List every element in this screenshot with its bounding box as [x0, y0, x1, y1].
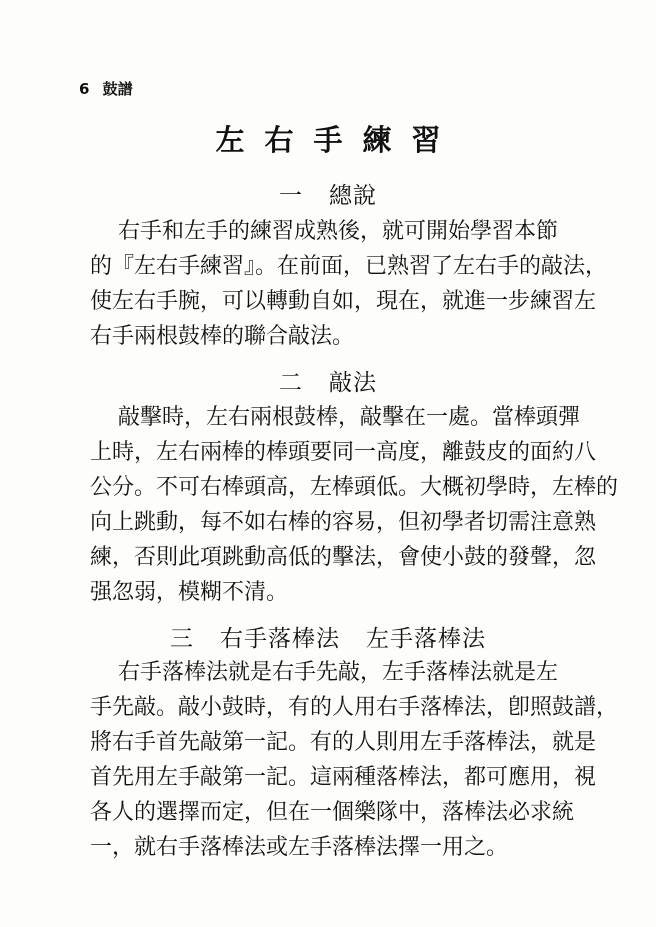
section-heading-1 — [0, 177, 656, 210]
text-line: 强忽弱，模糊不清。 — [90, 580, 289, 605]
section-body-1 — [90, 214, 622, 354]
section-title-secondary: 左手落棒法 — [366, 626, 486, 652]
text-line: 使左右手腕，可以轉動自如，現在，就進一步練習左 — [90, 289, 597, 314]
section-title: 右手落棒法 — [220, 626, 340, 652]
section-number: 一 — [279, 183, 303, 209]
text-line: 的『左右手練習』。在前面，已熟習了左右手的敲法， — [90, 254, 608, 279]
section-heading-2 — [0, 364, 656, 397]
section-number: 三 — [170, 626, 194, 652]
text-line: 將右手首先敲第一記。有的人則用左手落棒法，就是 — [90, 730, 597, 755]
text-line: 首先用左手敲第一記。這兩種落棒法，都可應用，視 — [90, 765, 597, 790]
chapter-title: 左右手練習 — [215, 123, 461, 157]
section-title: 敲法 — [329, 370, 377, 396]
text-line: 公分。不可右棒頭高，左棒頭低。大概初學時，左棒的 — [90, 475, 619, 500]
section-title: 總說 — [329, 183, 377, 209]
text-line: 一，就右手落棒法或左手落棒法擇一用之。 — [90, 835, 509, 860]
text-line: 右手和左手的練習成熟後，就可開始學習本節 — [118, 219, 559, 244]
running-title: 鼓譜 — [102, 80, 133, 98]
text-line: 練，否則此項跳動高低的擊法，會使小鼓的發聲，忽 — [90, 545, 597, 570]
section-number: 二 — [279, 370, 303, 396]
text-line: 右手落棒法就是右手先敲，左手落棒法就是左 — [118, 660, 559, 685]
text-line: 敲擊時，左右兩根鼓棒，敲擊在一處。當棒頭彈 — [118, 405, 581, 430]
text-line: 右手兩根鼓棒的聯合敲法。 — [90, 324, 355, 349]
section-body-3 — [90, 655, 622, 865]
page-header — [79, 78, 133, 99]
text-line: 上時，左右兩棒的棒頭要同一高度，離鼓皮的面約八 — [90, 440, 597, 465]
text-line: 向上跳動，每不如右棒的容易，但初學者切需注意熟 — [90, 510, 597, 535]
section-heading-3 — [0, 620, 656, 653]
text-line: 手先敲。敲小鼓時，有的人用右手落棒法，卽照鼓譜， — [90, 695, 619, 720]
text-line: 各人的選擇而定，但在一個樂隊中，落棒法必求統 — [90, 800, 575, 825]
section-body-2 — [90, 400, 622, 610]
page-number: 6 — [79, 80, 90, 98]
